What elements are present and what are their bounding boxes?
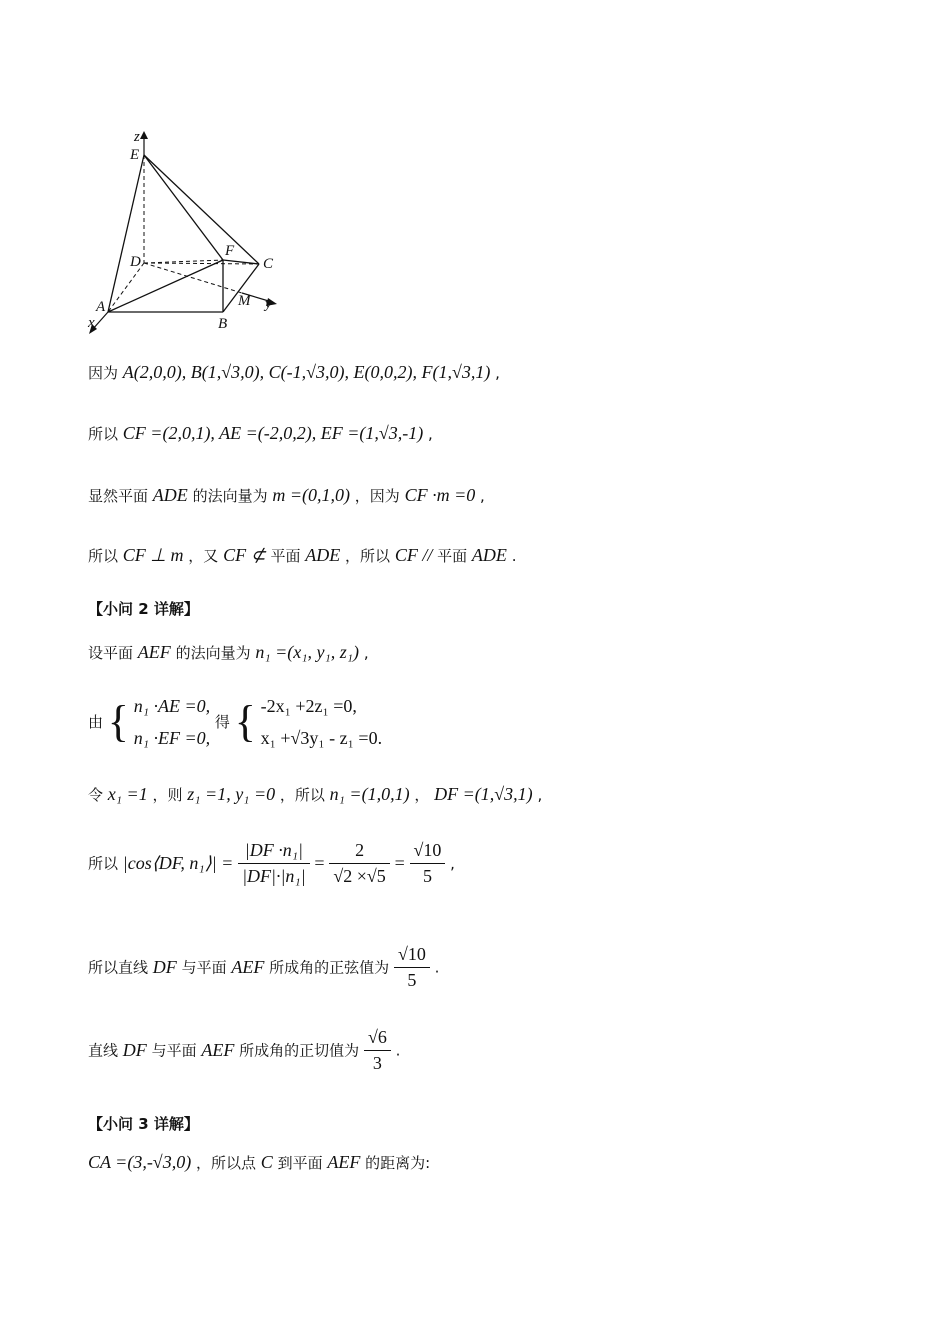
- label-z: z: [134, 129, 140, 145]
- tangent-den: 3: [372, 1052, 382, 1073]
- punct: ,: [537, 786, 543, 804]
- fraction-2-den: √2 ×√5: [333, 865, 386, 886]
- fraction-1-num: |DF ·n₁|: [238, 840, 310, 864]
- text: 由: [88, 713, 104, 731]
- punct: ,: [480, 487, 485, 505]
- math-plane: AEF: [327, 1152, 361, 1172]
- coords-line: [88, 362, 500, 384]
- normal-vector-line: [88, 485, 485, 507]
- math-dot: CF ·m =0: [404, 485, 476, 505]
- fraction-2: [329, 840, 389, 887]
- edge-AF: [108, 260, 223, 312]
- edge-EA: [108, 155, 144, 312]
- text: 设平面: [88, 644, 134, 662]
- vectors-math: CF =(2,0,1), AE =(-2,0,2), EF =(1,√3,-1): [122, 423, 424, 443]
- distance-line: [88, 1152, 430, 1174]
- sine-den: 5: [407, 969, 417, 990]
- punct: .: [434, 958, 440, 977]
- math-plane: AEF: [137, 642, 171, 662]
- text: ，则: [152, 786, 183, 804]
- system-1-row-1: n₁ ·AE =0,: [133, 696, 211, 716]
- text: 显然平面: [88, 487, 149, 505]
- fraction-3-num: √10: [410, 840, 446, 864]
- text: ，所以: [279, 786, 325, 804]
- text: 平面: [270, 547, 301, 565]
- text: 所以: [88, 547, 119, 565]
- text: ，所以: [345, 547, 391, 565]
- tangent-fraction: [364, 1027, 391, 1074]
- text: 所成角的正弦值为: [269, 958, 390, 977]
- math: z₁ =1, y₁ =0: [187, 784, 276, 804]
- fraction-2-num: 2: [329, 840, 389, 864]
- math-plane: AEF: [201, 1039, 235, 1060]
- label-A: A: [96, 299, 106, 315]
- axis-z-arrow: [140, 131, 148, 139]
- left-brace: {: [107, 697, 129, 746]
- label-y: y: [265, 296, 272, 312]
- label-x: x: [88, 315, 95, 331]
- math-perp: CF ⊥ m: [122, 545, 184, 565]
- tangent-num: √6: [364, 1027, 391, 1051]
- text: ，因为: [354, 487, 400, 505]
- system-2-row-2: x₁ +√3y₁ - z₁ =0.: [260, 728, 383, 748]
- math-cos: |cos⟨DF, n₁⟩| =: [122, 852, 234, 873]
- text: 与平面: [181, 958, 227, 977]
- text: 所以直线: [88, 958, 149, 977]
- math-normal: n₁ =(x₁, y₁, z₁): [255, 642, 360, 662]
- system-1: [134, 690, 210, 754]
- math-plane: ADE: [152, 485, 188, 505]
- math-line: DF: [122, 1039, 147, 1060]
- fraction-1-den: |DF|·|n₁|: [242, 865, 306, 886]
- punct: ,: [450, 854, 455, 873]
- punct: .: [511, 547, 517, 565]
- math-plane: ADE: [471, 545, 507, 565]
- text: 的距离为:: [365, 1154, 431, 1172]
- math-parallel: CF //: [394, 545, 433, 565]
- math-point: C: [260, 1152, 273, 1172]
- sine-fraction: [394, 944, 430, 991]
- sine-num: √10: [394, 944, 430, 968]
- text: 得: [214, 713, 230, 731]
- math-plane: ADE: [305, 545, 341, 565]
- cosine-line: [88, 840, 455, 887]
- math-plane: AEF: [231, 956, 265, 977]
- punct: ,: [428, 425, 433, 443]
- part3-header: 【小问 3 详解】: [88, 1115, 199, 1133]
- equals: =: [314, 852, 325, 873]
- math-CA: CA =(3,-√3,0): [88, 1152, 192, 1172]
- parallel-line: [88, 545, 516, 567]
- vectors-line: [88, 423, 433, 445]
- tangent-line: [88, 1027, 400, 1074]
- system-2: [261, 690, 383, 754]
- text: 与平面: [151, 1041, 197, 1060]
- label-B: B: [218, 316, 228, 332]
- text-because: 因为: [88, 364, 119, 382]
- system-2-row-1: -2x₁ +2z₁ =0,: [260, 696, 357, 716]
- fraction-3: [410, 840, 446, 887]
- edge-EC: [144, 155, 259, 264]
- math: x₁ =1: [107, 784, 148, 804]
- punct: .: [395, 1041, 401, 1060]
- label-C: C: [263, 256, 274, 272]
- label-M: M: [238, 293, 251, 309]
- text: 所以: [88, 854, 119, 873]
- math-notsubset: CF ⊄: [223, 545, 266, 565]
- text-so: 所以: [88, 425, 119, 443]
- solve-line: [88, 784, 542, 806]
- math: n₁ =(1,0,1): [329, 784, 410, 804]
- text: ，又: [188, 547, 219, 565]
- fraction-1: [238, 840, 310, 887]
- text: 的法向量为: [192, 487, 268, 505]
- geometry-figure: [82, 125, 302, 340]
- left-brace: {: [234, 697, 256, 746]
- text: 平面: [437, 547, 468, 565]
- system-line: [88, 690, 382, 754]
- fraction-3-den: 5: [422, 865, 432, 886]
- text: 令: [88, 786, 104, 804]
- math-line: DF: [152, 956, 177, 977]
- text: 到平面: [277, 1154, 323, 1172]
- text: 的法向量为: [175, 644, 251, 662]
- punct: ,: [363, 644, 369, 662]
- system-1-row-2: n₁ ·EF =0,: [133, 728, 211, 748]
- sine-line: [88, 944, 439, 991]
- math-normal: m =(0,1,0): [272, 485, 351, 505]
- math: DF =(1,√3,1): [434, 784, 533, 804]
- equals: =: [394, 852, 405, 873]
- punct: ,: [495, 364, 500, 382]
- text: ，: [414, 786, 430, 804]
- label-F: F: [225, 243, 235, 259]
- edge-DC: [144, 263, 259, 264]
- text: 直线: [88, 1041, 119, 1060]
- edge-EF: [144, 155, 223, 260]
- part2-header: 【小问 2 详解】: [88, 600, 199, 618]
- coords-math: A(2,0,0), B(1,√3,0), C(-1,√3,0), E(0,0,2), F(1,√3,1): [122, 362, 491, 382]
- text: ，所以点: [195, 1154, 256, 1172]
- text: 所成角的正切值为: [239, 1041, 360, 1060]
- label-D: D: [130, 254, 141, 270]
- edge-DF: [144, 260, 223, 263]
- set-normal-line: [88, 642, 369, 664]
- label-E: E: [130, 147, 140, 163]
